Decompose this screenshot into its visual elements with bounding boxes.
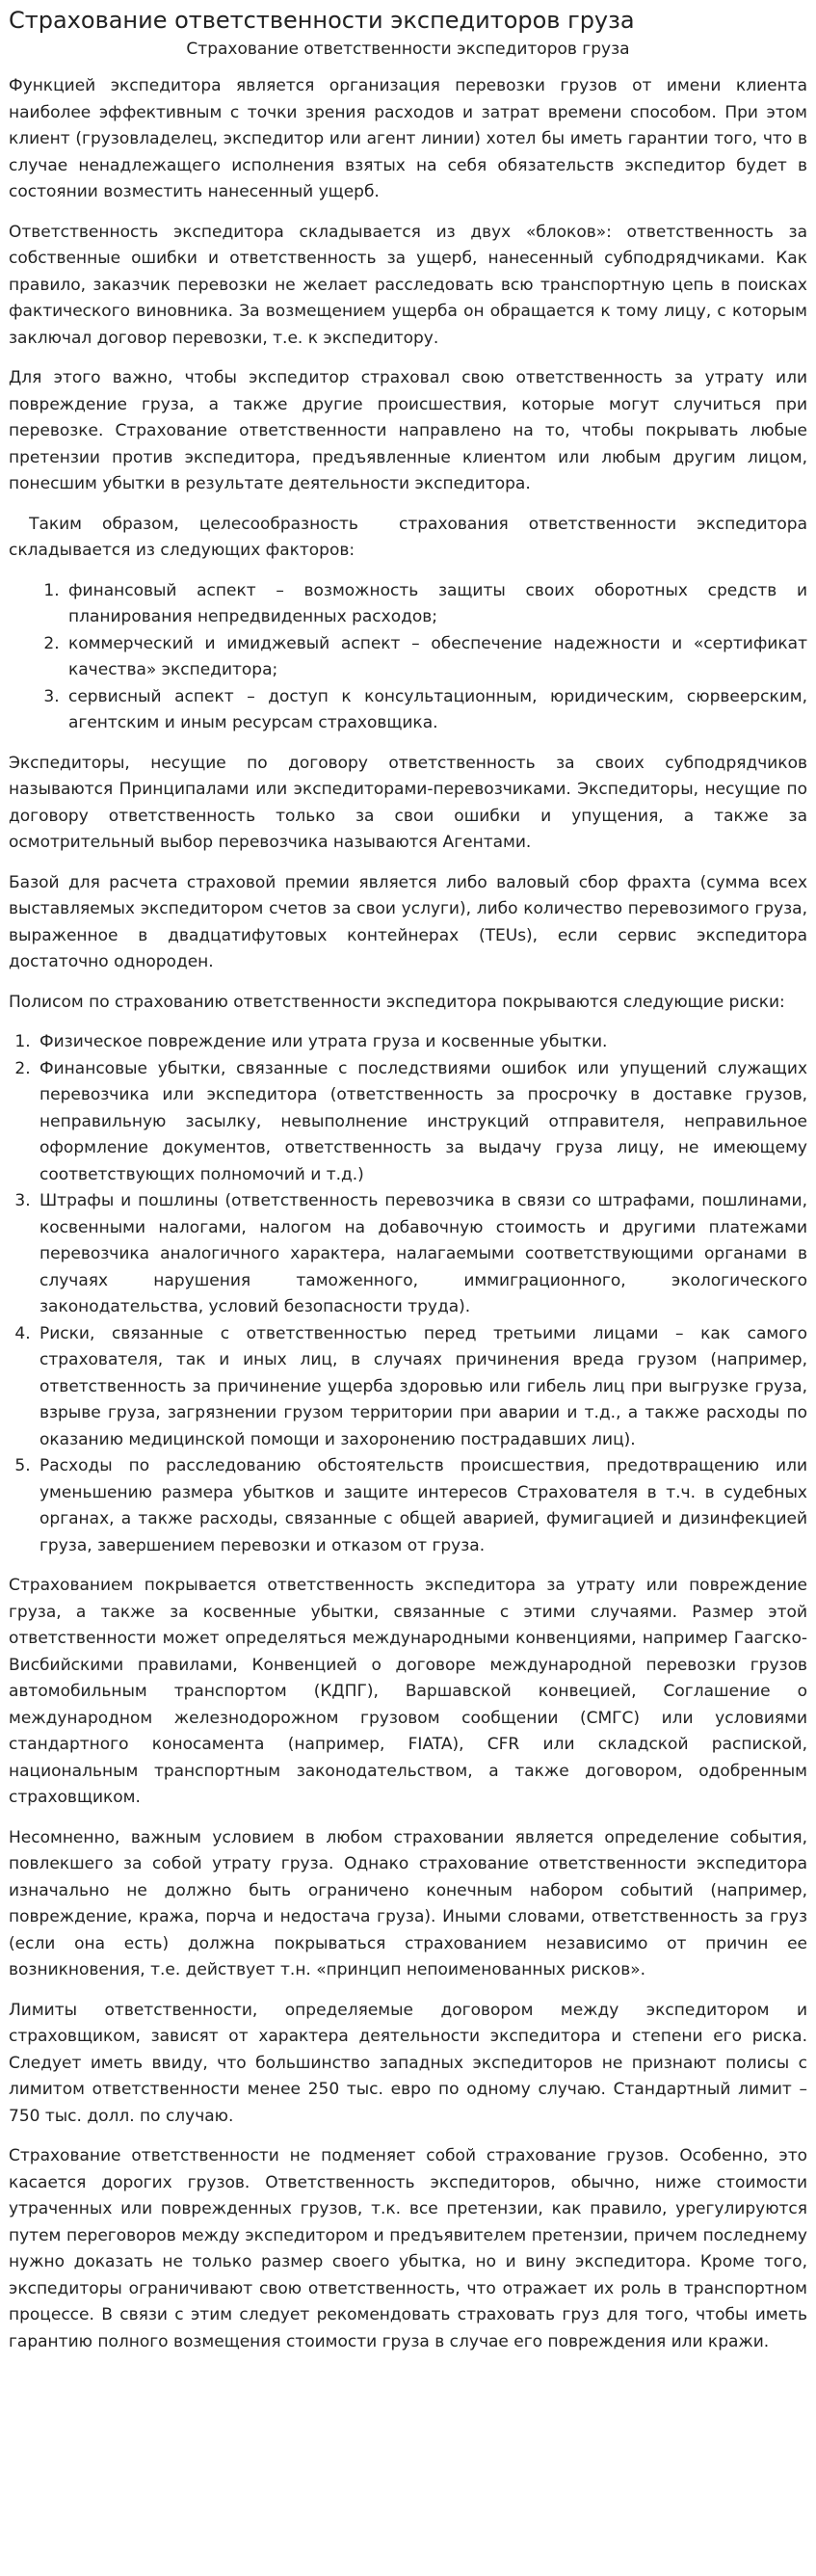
- list-item: 5. Расходы по расследованию обстоятельств происшествия, предотвращению или уменьшению размера убытков и защите интересов Страхователя в т.ч. в судебных органах, а также расходы, связанные с общей аварией, фумигацией и дизинфекцией груза, завершением перевозки и отказом от груза.: [36, 1453, 807, 1559]
- list-item: 3. сервисный аспект – доступ к консультационным, юридическим, сюрвеерским, агентским и иным ресурсам страховщика.: [65, 684, 807, 737]
- paragraph-principals: Экспедиторы, несущие по договору ответственность за своих субподрядчиков называются Принципалами или экспедиторами-перевозчиками. Экспедиторы, несущие по договору ответственность только за свои ошибки и упущения, а также за осмотрительный выбор перевозчика называются Агентами.: [9, 753, 807, 852]
- factors-list: [9, 578, 807, 737]
- list-item: 3. Штрафы и пошлины (ответственность перевозчика в связи со штрафами, пошлинами, косвенными налогами, налогом на добавочную стоимость и другими платежами перевозчика аналогичного характера, налагаемыми соответствующими органами в случаях нарушения таможенного, иммиграционного, экологического законодательства, условий безопасности труда).: [36, 1188, 807, 1321]
- list-item: 1. Физическое повреждение или утрата груза и косвенные убытки.: [36, 1029, 807, 1056]
- list-item: 2. Финансовые убытки, связанные с последствиями ошибок или упущений служащих перевозчика или экспедитора (ответственность за просрочку в доставке грузов, неправильную засылку, невыполнение инструкций отправителя, неправильное оформление документов, ответственность за выдачу груза лицу, не имеющему соответствующих полномочий и т.д.): [36, 1056, 807, 1189]
- paragraph-coverage: Страхованием покрывается ответственность экспедитора за утрату или повреждение груза, а также за косвенные убытки, связанные с этими случаями. Размер этой ответственности может определяться международными конвенциями, например Гаагско-Висбийскими правилами, Конвенцией о договоре международной перевозки грузов автомобильным транспортом (КДПГ), Варшавской конвецией, Соглашение о международном железнодорожном грузовом сообщении (СМГС) или условиями стандартного коносамента (например, FIATA), CFR или складской распиской, национальным транспортным законодательством, а также договором, одобренным страховщиком.: [9, 1576, 807, 1807]
- page-title: Страхование ответственности экспедиторов груза: [9, 7, 635, 34]
- paragraph-importance: Для этого важно, чтобы экспедитор страховал свою ответственность за утрату или повреждение груза, а также другие происшествия, которые могут случиться при перевозке. Страхование ответственности направлено на то, чтобы покрывать любые претензии против экспедитора, предъявленные клиентом или любым другим лицом, понесшим убытки в результате деятельности экспедитора.: [9, 368, 807, 493]
- paragraph-cargo-insurance: Страхование ответственности не подменяет собой страхование грузов. Особенно, это касается дорогих грузов. Ответственность экспедиторов, обычно, ниже стоимости утраченных или поврежденных грузов, т.к. все претензии, как правило, урегулируются путем переговоров между экспедитором и предъявителем претензии, причем последнему нужно доказать не только размер своего убытка, но и вину экспедитора. Кроме того, экспедиторы ограничивают свою ответственность, что отражает их роль в транспортном процессе. В связи с этим следует рекомендовать страховать груз для того, чтобы иметь гарантию полного возмещения стоимости груза в случае его повреждения или кражи.: [9, 2146, 807, 2351]
- paragraph-blocks: Ответственность экспедитора складывается из двух «блоков»: ответственность за собственные ошибки и ответственность за ущерб, нанесенный субподрядчиками. Как правило, заказчик перевозки не желает расследовать всю транспортную цепь в поисках фактического виновника. За возмещением ущерба он обращается к тому лицу, с которым заключал договор перевозки, т.е. к экспедитору.: [9, 222, 807, 348]
- paragraph-event: Несомненно, важным условием в любом страховании является определение события, повлекшего за собой утрату груза. Однако страхование ответственности экспедитора изначально не должно быть ограничено конечным набором событий (например, повреждение, кража, порча и недостача груза). Иными словами, ответственность за груз (если она есть) должна покрываться страхованием независимо от причин ее возникновения, т.е. действует т.н. «принцип непоименованных рисков».: [9, 1827, 807, 1979]
- paragraph-risks-intro: Полисом по страхованию ответственности экспедитора покрываются следующие риски:: [9, 992, 785, 1012]
- paragraph-premium-base: Базой для расчета страховой премии является либо валовый сбор фрахта (сумма всех выставляемых экспедитором счетов за свои услуги), либо количество перевозимого груза, выраженное в двадцатифутовых контейнерах (TEUs), если сервис экспедитора достаточно однороден.: [9, 872, 807, 971]
- list-item: 2. коммерческий и имиджевый аспект – обеспечение надежности и «сертификат качества» экспедитора;: [65, 631, 807, 684]
- paragraph-intro: Функцией экспедитора является организация перевозки грузов от имени клиента наиболее эффективным с точки зрения расходов и затрат времени способом. При этом клиент (грузовладелец, экспедитор или агент линии) хотел бы иметь гарантии того, что в случае ненадлежащего исполнения взятых на себя обязательств экспедитор будет в состоянии возместить нанесенный ущерб.: [9, 76, 807, 201]
- article-subtitle: Страхование ответственности экспедиторов груза: [186, 40, 630, 59]
- article: [0, 6, 816, 2355]
- paragraph-limits: Лимиты ответственности, определяемые договором между экспедитором и страховщиком, зависят от характера деятельности экспедитора и степени его риска. Следует иметь ввиду, что большинство западных экспедиторов не признают полисы с лимитом ответственности менее 250 тыс. евро по одному случаю. Стандартный лимит – 750 тыс. долл. по случаю.: [9, 2000, 807, 2126]
- list-item: 4. Риски, связанные с ответственностью перед третьими лицами – как самого страхователя, так и иных лиц, в случаях причинения вреда грузом (например, ответственность за причинение ущерба здоровью или гибель лиц при выгрузке груза, взрыве груза, загрязнении грузом территории при аварии и т.д., а также расходы по оказанию медицинской помощи и захоронению пострадавших лиц).: [36, 1321, 807, 1454]
- list-item: 1. финансовый аспект – возможность защиты своих оборотных средств и планирования непредвиденных расходов;: [65, 578, 807, 631]
- risks-list: [9, 1029, 807, 1559]
- paragraph-factors-intro: Таким образом, целесообразность страхования ответственности экспедитора складывается из следующих факторов:: [9, 514, 813, 560]
